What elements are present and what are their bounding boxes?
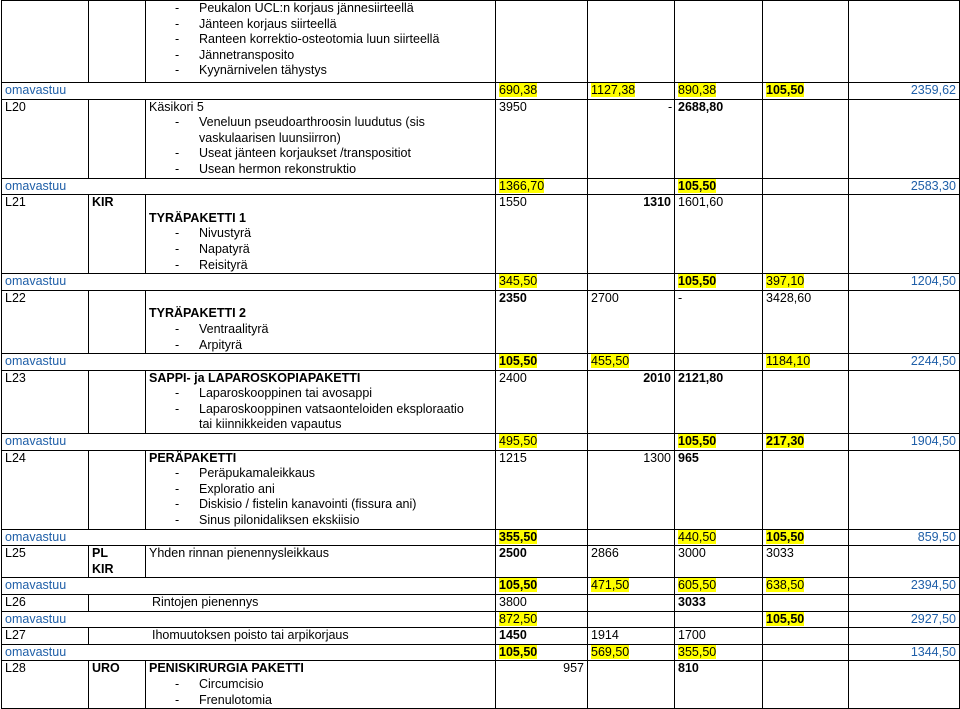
procedure-item: Circumcisio: [199, 676, 264, 691]
omavastuu-label: omavastuu: [2, 611, 496, 628]
omavastuu-row: [2, 578, 960, 595]
total-value: 1904,50: [849, 434, 960, 451]
row-code: L28: [2, 661, 89, 709]
procedure-item: Diskisio / fistelin kanavointi (fissura ani): [199, 497, 417, 512]
omavastuu-row: [2, 529, 960, 546]
cell-value: 3800: [496, 595, 588, 612]
omavastuu-label: omavastuu: [2, 578, 496, 595]
cell-value: 965: [675, 450, 763, 529]
cell-value: 105,50: [499, 644, 538, 659]
total-value: 1204,50: [849, 274, 960, 291]
cell-value: 1366,70: [499, 178, 545, 193]
cell-value: 2010: [588, 370, 675, 433]
cell-value: 355,50: [499, 529, 538, 544]
omavastuu-row: [2, 274, 960, 291]
omavastuu-label: omavastuu: [2, 354, 496, 371]
cell-value: 1184,10: [766, 354, 811, 369]
cell-value: 1127,38: [591, 83, 636, 97]
omavastuu-row: [2, 83, 960, 100]
package-title: Käsikori 5: [149, 99, 204, 114]
row-code: L25: [2, 546, 89, 578]
cell-value: 105,50: [766, 529, 805, 544]
cell-value: 105,50: [766, 611, 805, 626]
package-title: Rintojen pienennys: [89, 595, 496, 612]
row-code: L26: [2, 595, 89, 612]
cell-value: 455,50: [591, 354, 630, 369]
package-title: Ihomuutoksen poisto tai arpikorjaus: [89, 628, 496, 645]
cell-value: -: [588, 99, 675, 178]
omavastuu-row: [2, 644, 960, 661]
procedure-item: Reisityrä: [199, 257, 248, 272]
omavastuu-row: [2, 434, 960, 451]
cell-value: 217,30: [766, 434, 805, 449]
cell-value: 2121,80: [675, 370, 763, 433]
procedure-item: Laparoskooppinen vatsaonteloiden eksploraatio: [199, 401, 464, 416]
procedure-item: Peräpukamaleikkaus: [199, 466, 316, 481]
package-title: PENISKIRURGIA PAKETTI: [149, 661, 304, 676]
table-row: L22 TYRÄPAKETTI 2 - Ventraalityrä - Arpityrä 2350 2700 - 3428,60: [2, 290, 960, 353]
total-value: 1344,50: [849, 644, 960, 661]
cell-value: 1215: [496, 450, 588, 529]
cell-value: 355,50: [678, 644, 717, 659]
cell-value: 1300: [588, 450, 675, 529]
table-row: [2, 628, 960, 645]
table-row: [2, 546, 960, 578]
cell-value: 105,50: [678, 274, 717, 289]
cell-value: 2500: [496, 546, 588, 578]
cell-value: 495,50: [499, 434, 538, 449]
unit-label: PL: [92, 546, 108, 561]
procedure-item: Ranteen korrektio-osteotomia luun siirteellä: [199, 32, 440, 47]
package-title: Yhden rinnan pienennysleikkaus: [146, 546, 496, 578]
package-title: TYRÄPAKETTI 2: [149, 306, 246, 321]
cell-value: 3000: [675, 546, 763, 578]
omavastuu-row: [2, 611, 960, 628]
cell-value: 105,50: [678, 178, 717, 193]
cell-value: 2400: [496, 370, 588, 433]
package-title: SAPPI- ja LAPAROSKOPIAPAKETTI: [149, 370, 361, 385]
cell-value: 1914: [588, 628, 675, 645]
cell-value: 440,50: [678, 529, 717, 544]
table-row: L20 Käsikori 5 - Veneluun pseudoarthroosin luudutus (sis vaskulaarisen luunsiirron) - Useat jänteen korjaukset /transpositiot - Usean hermon rekonstruktio 3950 - 2688,80: [2, 99, 960, 178]
cell-value: 471,50: [591, 578, 630, 593]
total-value: 2394,50: [849, 578, 960, 595]
cell-value: 1700: [675, 628, 763, 645]
cell-value: 2866: [588, 546, 675, 578]
unit-label: KIR: [92, 561, 114, 576]
cell-value: 872,50: [499, 611, 538, 626]
price-table: [1, 0, 960, 709]
procedure-item: Sinus pilonidaliksen ekskiisio: [199, 513, 360, 528]
total-value: 2359,62: [849, 83, 960, 100]
cell-value: 690,38: [499, 83, 538, 97]
procedure-item: vaskulaarisen luunsiirron): [199, 130, 341, 145]
omavastuu-row: [2, 178, 960, 195]
table-row: L21 KIR TYRÄPAKETTI 1 - Nivustyrä - Napatyrä - Reisityrä 1550 1310 1601,60: [2, 195, 960, 274]
table-row: L24 PERÄPAKETTI - Peräpukamaleikkaus - Exploratio ani - Diskisio / fistelin kanavointi (fissura ani) - Sinus pilonidaliksen ekskiisio 1215 1300 965: [2, 450, 960, 529]
cell-value: 890,38: [678, 83, 717, 97]
row-code: L23: [2, 370, 89, 433]
total-value: 2583,30: [849, 178, 960, 195]
row-code: L24: [2, 450, 89, 529]
row-code: L27: [2, 628, 89, 645]
total-value: 2244,50: [849, 354, 960, 371]
row-code: L20: [2, 99, 89, 178]
procedure-item: Jänteen korjaus siirteellä: [199, 16, 337, 31]
total-value: 859,50: [849, 529, 960, 546]
table-row: L23 SAPPI- ja LAPAROSKOPIAPAKETTI - Laparoskooppinen tai avosappi - Laparoskooppinen vatsaonteloiden eksploraatio tai kiinnikkeiden vapautus 2400 2010 2121,80: [2, 370, 960, 433]
omavastuu-label: omavastuu: [2, 434, 496, 451]
cell-value: 2688,80: [675, 99, 763, 178]
procedure-item: Peukalon UCL:n korjaus jännesiirteellä: [199, 1, 414, 15]
cell-value: 1550: [496, 195, 588, 274]
cell-value: 1601,60: [675, 195, 763, 274]
cell-value: -: [675, 290, 763, 353]
procedure-item: Kyynärnivelen tähystys: [199, 63, 327, 78]
omavastuu-label: omavastuu: [2, 83, 496, 100]
omavastuu-row: [2, 354, 960, 371]
cell-value: 638,50: [766, 578, 805, 593]
procedure-list: - Peukalon UCL:n korjaus jännesiirteellä - Jänteen korjaus siirteellä - Ranteen korrektio-osteotomia luun siirteellä - Jännetransposito - Kyynärnivelen tähystys: [146, 1, 496, 83]
cell-value: 810: [675, 661, 763, 709]
cell-value: 105,50: [766, 83, 805, 97]
procedure-item: Exploratio ani: [199, 481, 275, 496]
table-row: L28 URO PENISKIRURGIA PAKETTI - Circumcisio - Frenulotomia 957 810: [2, 661, 960, 709]
cell-value: 105,50: [499, 578, 538, 593]
package-title: TYRÄPAKETTI 1: [149, 210, 246, 225]
procedure-item: Jännetransposito: [199, 47, 295, 62]
cell-value: 3950: [496, 99, 588, 178]
cell-value: 605,50: [678, 578, 717, 593]
procedure-item: Ventraalityrä: [199, 321, 269, 336]
cell-value: 569,50: [591, 644, 630, 659]
procedure-item: Arpityrä: [199, 337, 243, 352]
procedure-item: tai kiinnikkeiden vapautus: [199, 417, 342, 432]
procedure-item: Frenulotomia: [199, 692, 272, 707]
procedure-item: Laparoskooppinen tai avosappi: [199, 386, 373, 401]
cell-value: 105,50: [678, 434, 717, 449]
omavastuu-label: omavastuu: [2, 274, 496, 291]
procedure-item: Napatyrä: [199, 241, 250, 256]
cell-value: 397,10: [766, 274, 805, 289]
procedure-item: Veneluun pseudoarthroosin luudutus (sis: [199, 115, 425, 130]
cell-value: 2700: [588, 290, 675, 353]
table-row: [2, 595, 960, 612]
omavastuu-label: omavastuu: [2, 644, 496, 661]
procedure-item: Usean hermon rekonstruktio: [199, 161, 357, 176]
unit-label: URO: [89, 661, 146, 709]
row-code: L22: [2, 290, 89, 353]
cell-value: 105,50: [499, 354, 538, 369]
cell-value: 957: [496, 661, 588, 709]
procedure-item: Nivustyrä: [199, 226, 252, 241]
cell-value: 3428,60: [763, 290, 849, 353]
omavastuu-label: omavastuu: [2, 529, 496, 546]
cell-value: 1450: [496, 628, 588, 645]
table-row: [2, 1, 960, 83]
cell-value: 2350: [496, 290, 588, 353]
cell-value: 345,50: [499, 274, 538, 289]
omavastuu-label: omavastuu: [2, 178, 496, 195]
package-title: PERÄPAKETTI: [149, 450, 237, 465]
row-code: L21: [2, 195, 89, 274]
total-value: 2927,50: [849, 611, 960, 628]
procedure-item: Useat jänteen korjaukset /transpositiot: [199, 146, 411, 161]
cell-value: 1310: [588, 195, 675, 274]
unit-label: KIR: [89, 195, 146, 274]
cell-value: 3033: [675, 595, 763, 612]
cell-value: 3033: [763, 546, 849, 578]
